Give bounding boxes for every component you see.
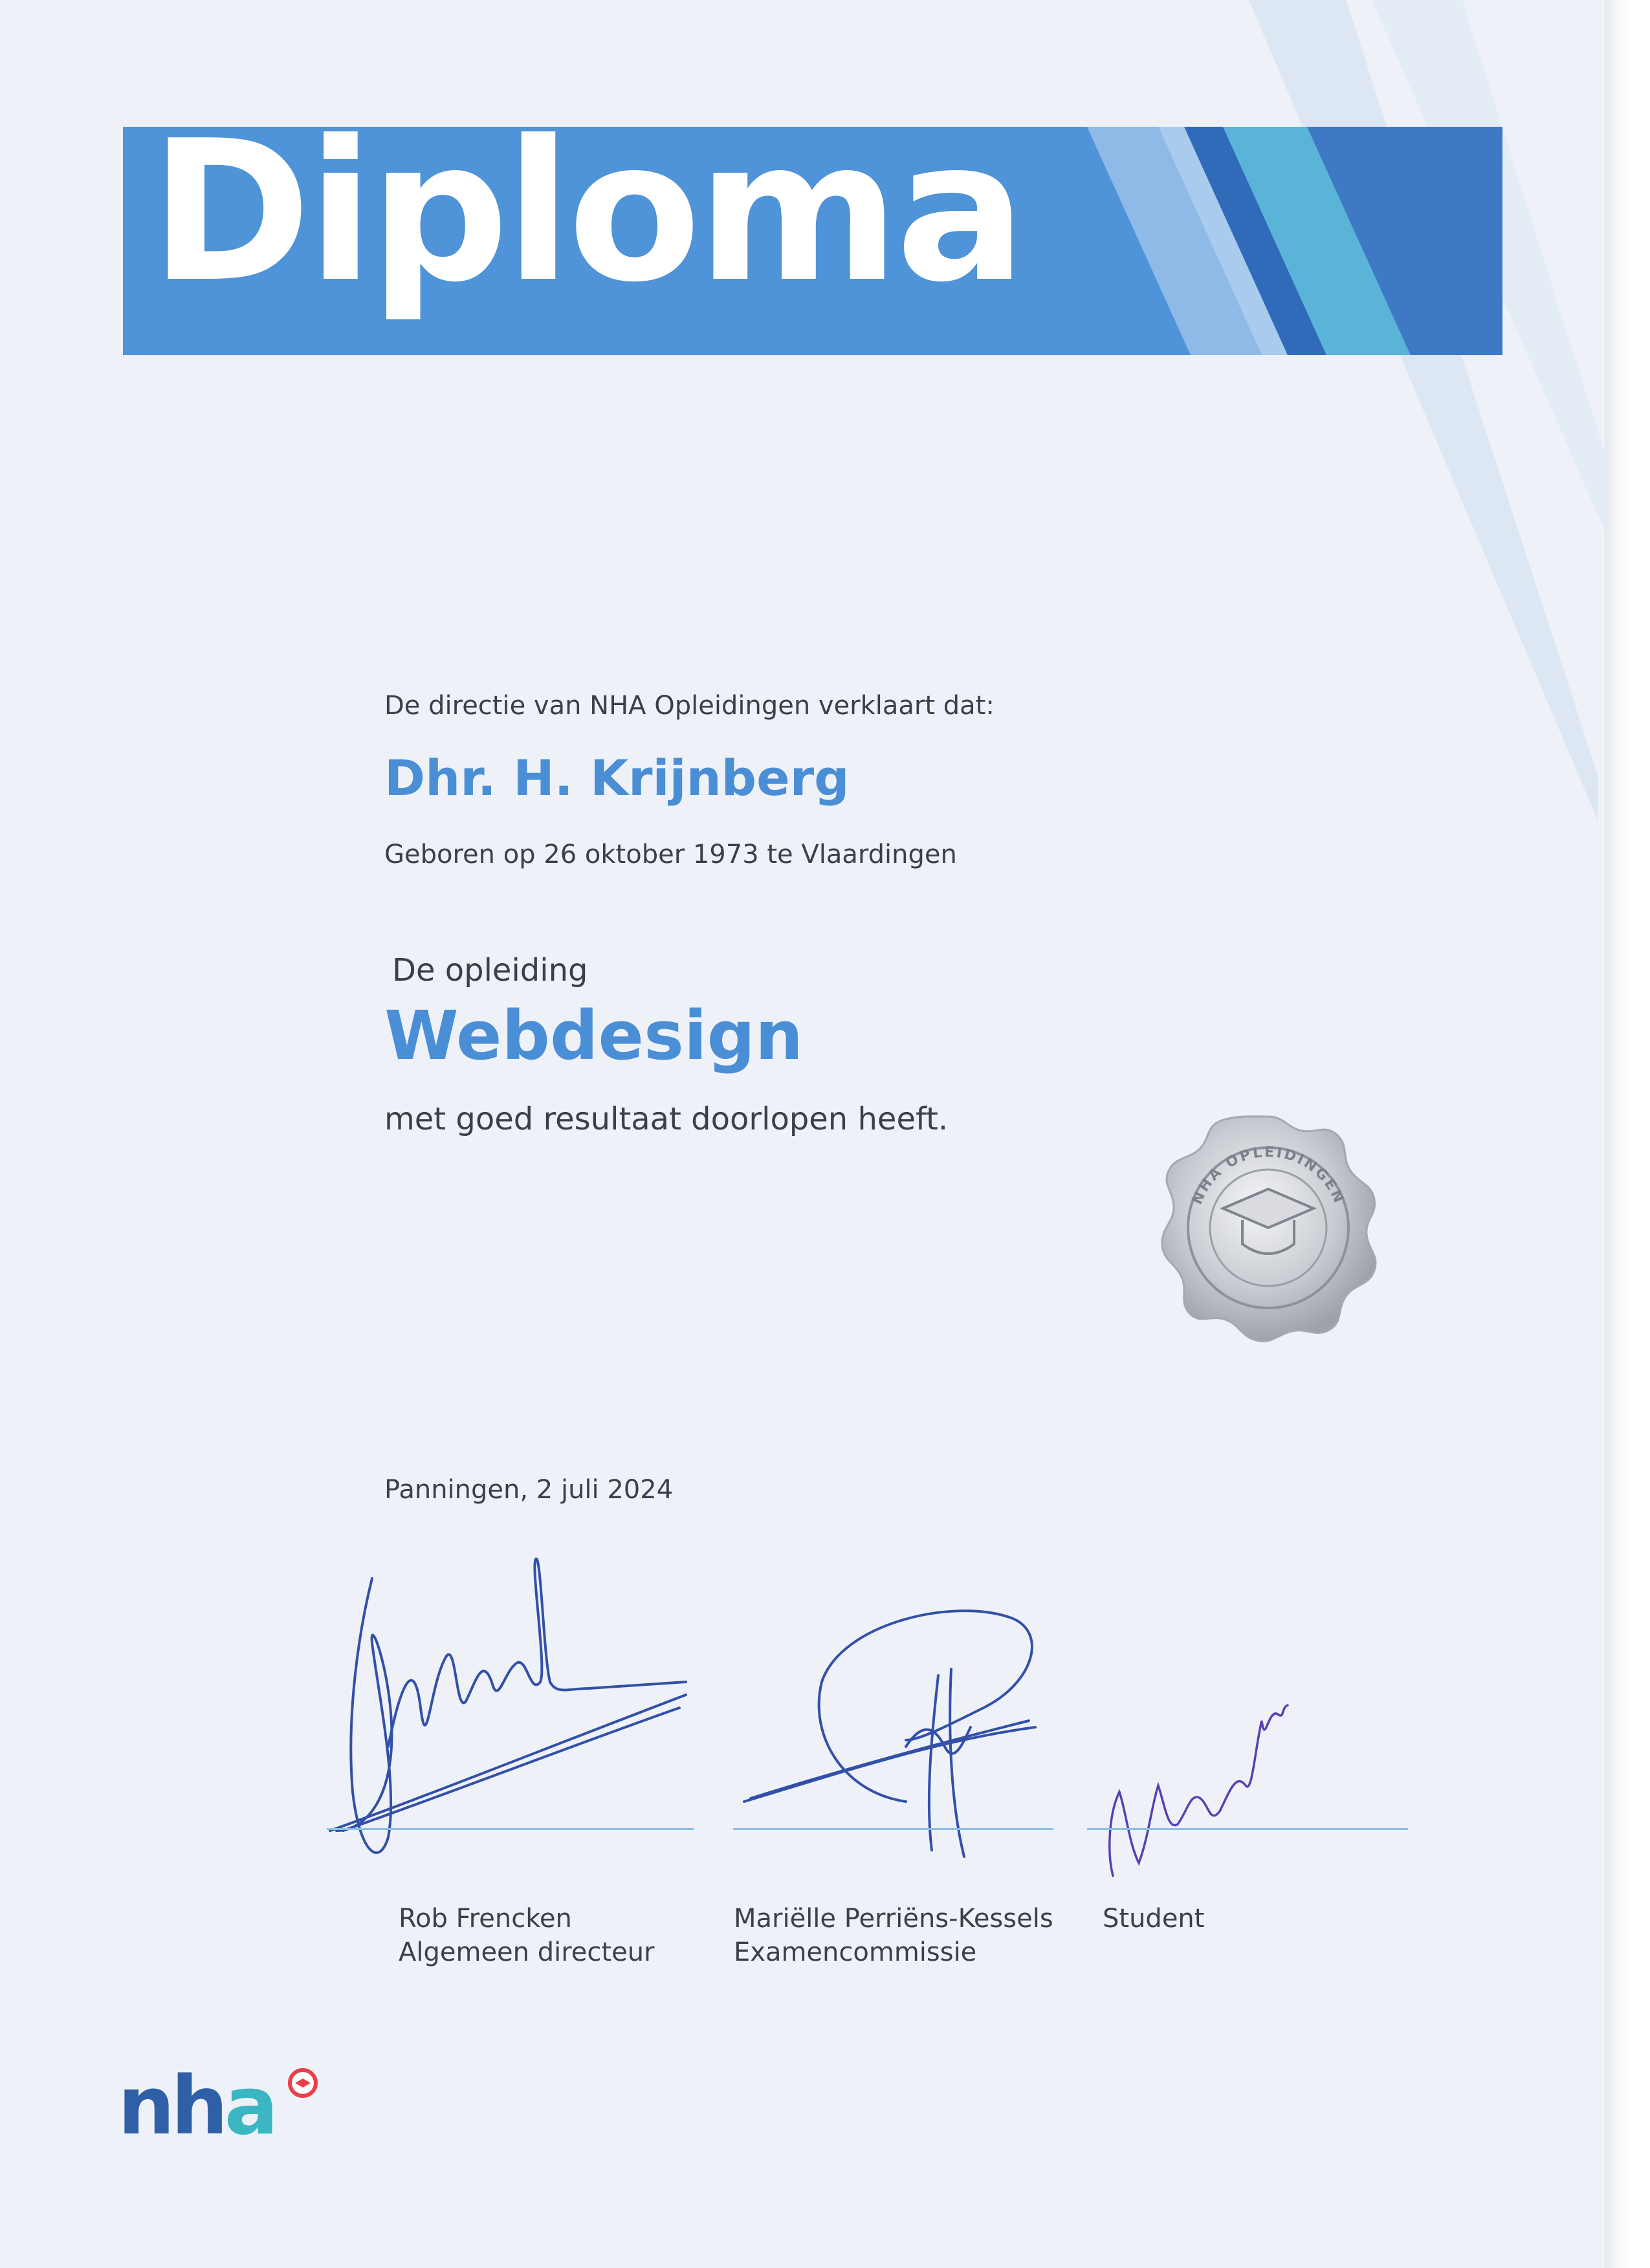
seal-emblem (1152, 1111, 1385, 1344)
course-name: Webdesign (384, 996, 804, 1075)
signatory-name: Rob Frencken (399, 1904, 572, 1934)
result-text: met goed resultaat doorlopen heeft. (384, 1101, 949, 1137)
signatory-role: Examencommissie (734, 1937, 977, 1967)
signatory-director (399, 1902, 655, 1969)
intro-text: De directie van NHA Opleidingen verklaart dat: (384, 691, 995, 721)
seal-text: NHA OPLEIDINGEN (1189, 1144, 1348, 1207)
birth-info: Geboren op 26 oktober 1973 te Vlaardingen (384, 840, 957, 869)
signature-line-student (1087, 1828, 1408, 1830)
place-date: Panningen, 2 juli 2024 (384, 1475, 674, 1505)
banner-title: Diploma (150, 127, 1023, 325)
signature-line-examiner (733, 1828, 1053, 1830)
nha-logo (118, 2061, 325, 2145)
signatory-examiner (734, 1902, 1053, 1969)
signatory-role: Algemeen directeur (399, 1937, 655, 1967)
svg-text:nha: nha (118, 2061, 275, 2145)
signature-line-director (327, 1828, 694, 1830)
signatory-name: Mariëlle Perriëns-Kessels (734, 1904, 1053, 1934)
signatory-name: Student (1103, 1904, 1205, 1934)
signatory-student (1103, 1902, 1204, 1935)
course-label: De opleiding (392, 952, 588, 988)
diploma-banner (123, 127, 1502, 355)
recipient-name: Dhr. H. Krijnberg (384, 749, 850, 807)
